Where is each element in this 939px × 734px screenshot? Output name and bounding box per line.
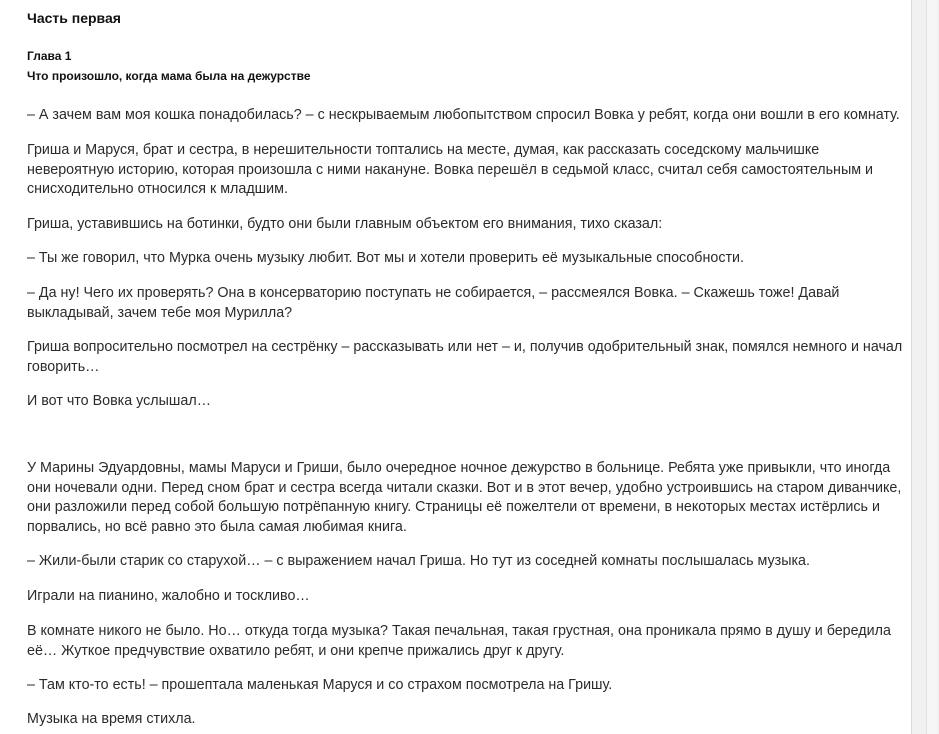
paragraph: – Да ну! Чего их проверять? Она в консерваторию поступать не собирается, – рассмеялся Вовка. – Скажешь тоже! Давай выкладывай, зачем тебе моя Мурилла? xyxy=(27,285,840,321)
chapter-title: Что произошло, когда мама была на дежурстве xyxy=(27,69,311,83)
paragraph: – А зачем вам моя кошка понадобилась? – с нескрываемым любопытством спросил Вовка у ребят, когда они вошли в его комнату. xyxy=(27,107,900,123)
paragraph: Музыка на время стихла. xyxy=(27,711,196,727)
paragraph: – Жили-были старик со старухой… – с выражением начал Гриша. Но тут из соседней комнаты послышалась музыка. xyxy=(27,553,810,569)
chapter-number: Глава 1 xyxy=(27,49,72,63)
paragraph: Гриша вопросительно посмотрел на сестрёнку – рассказывать или нет – и, получив одобрительный знак, помялся немного и начал говорить… xyxy=(27,339,903,375)
paragraph: Гриша и Маруся, брат и сестра, в нерешительности топтались на месте, думая, как рассказать соседскому мальчишке невероятную историю, которая произошла с ними накануне. Вовка перешёл в седьмой класс, считал себя самостоятельным и снисходительно относился к младшим. xyxy=(27,142,874,197)
paragraph: И вот что Вовка услышал… xyxy=(27,393,211,409)
paragraph: – Там кто-то есть! – прошептала маленькая Маруся и со страхом посмотрела на Гришу. xyxy=(27,677,613,693)
scrollbar-thumb[interactable] xyxy=(926,0,937,734)
paragraph: Гриша, уставившись на ботинки, будто они были главным объектом его внимания, тихо сказал: xyxy=(27,216,663,232)
paragraph: – Ты же говорил, что Мурка очень музыку любит. Вот мы и хотели проверить её музыкальные способности. xyxy=(27,250,744,266)
paragraph: Играли на пианино, жалобно и тоскливо… xyxy=(27,588,310,604)
paragraph: В комнате никого не было. Но… откуда тогда музыка? Такая печальная, такая грустная, она проникала прямо в душу и бередила её… Жуткое предчувствие охватило ребят, и они крепче прижались друг к другу. xyxy=(27,623,891,659)
part-title: Часть первая xyxy=(27,10,121,26)
paragraph: У Марины Эдуардовны, мамы Маруси и Гриши, было очередное ночное дежурство в больнице. Ребята уже привыкли, что иногда они ночевали одни. Перед сном брат и сестра всегда читали сказки. Вот и в этот вечер, удобно устроившись на старом диванчике, они разложили перед собой большую потрёпанную книгу. Страницы её пожелтели от времени, в некоторых местах истёрлись и порвались, но всё равно это была самая любимая книга. xyxy=(27,460,902,535)
